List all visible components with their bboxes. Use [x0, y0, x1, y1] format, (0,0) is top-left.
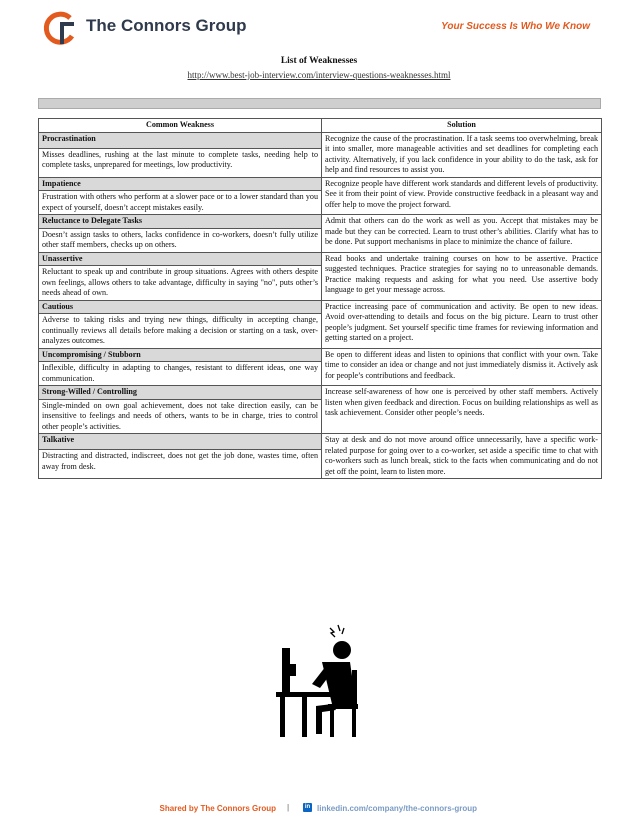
solution-text: Recognize people have different work standards and different levels of productivity. See it from their point of view. Provide constructive feedback in a pleasant way and offer help to move the project forward. — [322, 177, 602, 215]
weakness-description: Misses deadlines, rushing at the last minute to complete tasks, needing help to complete tasks, unprepared for meetings, low productivity. — [39, 148, 322, 177]
brand-name: The Connors Group — [86, 16, 247, 35]
column-header-weakness: Common Weakness — [39, 119, 322, 133]
weakness-name: Strong-Willed / Controlling — [39, 386, 322, 400]
table-row — [39, 348, 602, 362]
weakness-description: Adverse to taking risks and trying new things, difficulty in accepting change, continually reviews all details before making a decision or starting on a task, over-analyzes outcomes. — [39, 314, 322, 349]
weakness-name: Procrastination — [39, 132, 322, 148]
weakness-description: Frustration with others who perform at a slower pace or to a lower standard than you expect of yourself, doesn’t accept mistakes easily. — [39, 191, 322, 215]
weakness-name: Talkative — [39, 434, 322, 450]
weakness-name: Reluctance to Delegate Tasks — [39, 215, 322, 229]
page-footer — [0, 798, 638, 818]
solution-text: Recognize the cause of the procrastination. If a task seems too overwhelming, break it into smaller, more manageable activities and set deadlines for completing each activity. Alternatively, if you lack confidence in your ability to do the task, ask for help and find resources to assist you. — [322, 132, 602, 177]
document-url-link[interactable]: http://www.best-job-interview.com/interview-questions-weaknesses.html — [187, 70, 451, 80]
table-row — [39, 300, 602, 314]
solution-text: Stay at desk and do not move around office unnecessarily, have a specific work-related purpose for going over to a co-worker, set aside a specific time to chat with co-workers such as lunch break, stick to the facts when communicating and do not get off the point, learn to listen more. — [322, 434, 602, 479]
table-row — [39, 434, 602, 450]
solution-text: Admit that others can do the work as well as you. Accept that mistakes may be made but they can be corrected. Learn to trust other’s abilities. Clarify what has to be done. Put support mechanisms in place to minimize the chance of failure. — [322, 215, 602, 253]
shared-by-text: Shared by The Connors Group — [159, 804, 276, 813]
weakness-name: Impatience — [39, 177, 322, 191]
page-header — [0, 0, 638, 60]
weakness-description: Distracting and distracted, indiscreet, does not get the job done, wastes time, often away from desk. — [39, 450, 322, 479]
document-title: List of Weaknesses — [280, 56, 358, 66]
footer-separator: | — [287, 803, 290, 812]
table-row — [39, 252, 602, 266]
tagline: Your Success Is Who We Know — [441, 21, 590, 32]
solution-text: Increase self-awareness of how one is perceived by other staff members. Actively listen when given feedback and direction. Focus on building relationships as well as task achievement. Consider other people’s needs. — [322, 386, 602, 434]
weakness-description: Single-minded on own goal achievement, does not take direction easily, can be insensitive to feelings and needs of others, wants to be in charge, tries to control other people’s activities. — [39, 399, 322, 434]
weakness-description: Doesn’t assign tasks to others, lacks confidence in co-workers, doesn’t fully utilize other staff members, checks up on others. — [39, 228, 322, 252]
linkedin-icon: in — [304, 804, 311, 810]
connors-logo-icon — [40, 10, 80, 50]
solution-text: Read books and undertake training courses on how to be assertive. Practice suggested techniques. Practice strategies for saying no to unreasonable demands. Practice making requests and asking for what you need. Use assertive body language to get your message across. — [322, 252, 602, 300]
stressed-person-at-desk-icon — [272, 622, 362, 740]
weakness-table — [38, 118, 602, 479]
weakness-name: Unassertive — [39, 252, 322, 266]
weakness-description: Reluctant to speak up and contribute in group situations. Agrees with others despite own feelings, allows others to take advantage, difficulty in saying "no", puts other’s needs ahead of own. — [39, 266, 322, 301]
column-header-solution: Solution — [322, 119, 602, 133]
header-divider — [38, 98, 601, 109]
table-header-row — [39, 119, 602, 133]
linkedin-link[interactable]: linkedin.com/company/the-connors-group — [317, 804, 478, 813]
table-row — [39, 132, 602, 148]
weakness-name: Cautious — [39, 300, 322, 314]
table-row — [39, 386, 602, 400]
table-row — [39, 177, 602, 191]
table-row — [39, 215, 602, 229]
solution-text: Practice increasing pace of communication and activity. Be open to new ideas. Avoid over-attending to details and focus on the big picture. Learn to trust other people’s judgment. Set yourself specific time frames for reviewing information and getting started on a project. — [322, 300, 602, 348]
weakness-description: Inflexible, difficulty in adapting to changes, resistant to different ideas, one way communication. — [39, 362, 322, 386]
solution-text: Be open to different ideas and listen to opinions that conflict with your own. Take time to consider an idea or change and not just immediately dismiss it. Actively ask for people’s contributions and feedback. — [322, 348, 602, 386]
weakness-name: Uncompromising / Stubborn — [39, 348, 322, 362]
